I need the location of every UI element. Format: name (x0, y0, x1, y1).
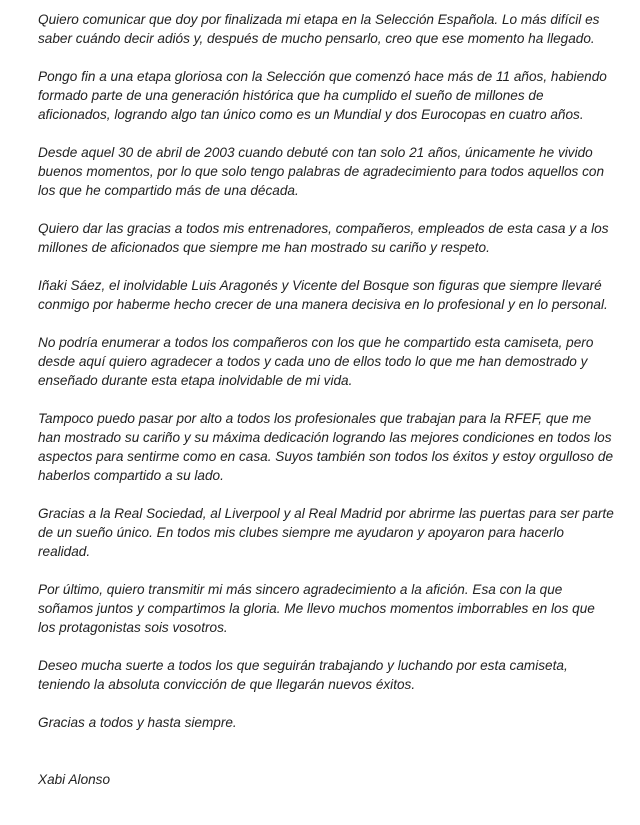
letter-paragraph: Desde aquel 30 de abril de 2003 cuando debuté con tan solo 21 años, únicamente he vivido buenos momentos, por lo que solo tengo palabras de agradecimiento para todos aquellos con los que he compartido más de una década. (38, 145, 605, 198)
letter-paragraph: Gracias a la Real Sociedad, al Liverpool y al Real Madrid por abrirme las puertas para ser parte de un sueño único. En todos mis clubes siempre me ayudaron y apoyaron para hacerlo realidad. (38, 506, 614, 559)
letter-paragraph: Pongo fin a una etapa gloriosa con la Selección que comenzó hace más de 11 años, habiendo formado parte de una generación histórica que ha cumplido el sueño de millones de aficionados, logrando algo tan único como es un Mundial y dos Eurocopas en cuatro años. (38, 69, 607, 122)
letter-paragraph: Deseo mucha suerte a todos los que seguirán trabajando y luchando por esta camiseta, teniendo la absoluta convicción de que llegarán nuevos éxitos. (38, 658, 568, 692)
letter-paragraph: Quiero dar las gracias a todos mis entrenadores, compañeros, empleados de esta casa y a los millones de aficionados que siempre me han mostrado su cariño y respeto. (38, 221, 609, 255)
letter-body (38, 10, 614, 789)
letter-paragraph: No podría enumerar a todos los compañeros con los que he compartido esta camiseta, pero desde aquí quiero agradecer a todos y cada uno de ellos todo lo que me han demostrado y enseñado durante esta etapa inolvidable de mi vida. (38, 335, 594, 388)
letter-closing: Gracias a todos y hasta siempre. (38, 715, 237, 730)
letter-paragraph: Tampoco puedo pasar por alto a todos los profesionales que trabajan para la RFEF, que me han mostrado su cariño y su máxima dedicación logrando las mejores condiciones en todos los aspectos para sentirme como en casa. Suyos también son todos los éxitos y estoy orgulloso de haberlos compartido a su lado. (38, 411, 614, 483)
letter-paragraph: Por último, quiero transmitir mi más sincero agradecimiento a la afición. Esa con la que soñamos juntos y compartimos la gloria. Me llevo muchos momentos imborrables en los que los protagonistas sois vosotros. (38, 582, 595, 635)
letter-paragraph: Quiero comunicar que doy por finalizada mi etapa en la Selección Española. Lo más difícil es saber cuándo decir adiós y, después de mucho pensarlo, creo que ese momento ha llegado. (38, 12, 600, 46)
letter-paragraph: Iñaki Sáez, el inolvidable Luis Aragonés y Vicente del Bosque son figuras que siempre llevaré conmigo por haberme hecho crecer de una manera decisiva en lo profesional y en lo personal. (38, 278, 608, 312)
letter-signature: Xabi Alonso (38, 772, 111, 787)
